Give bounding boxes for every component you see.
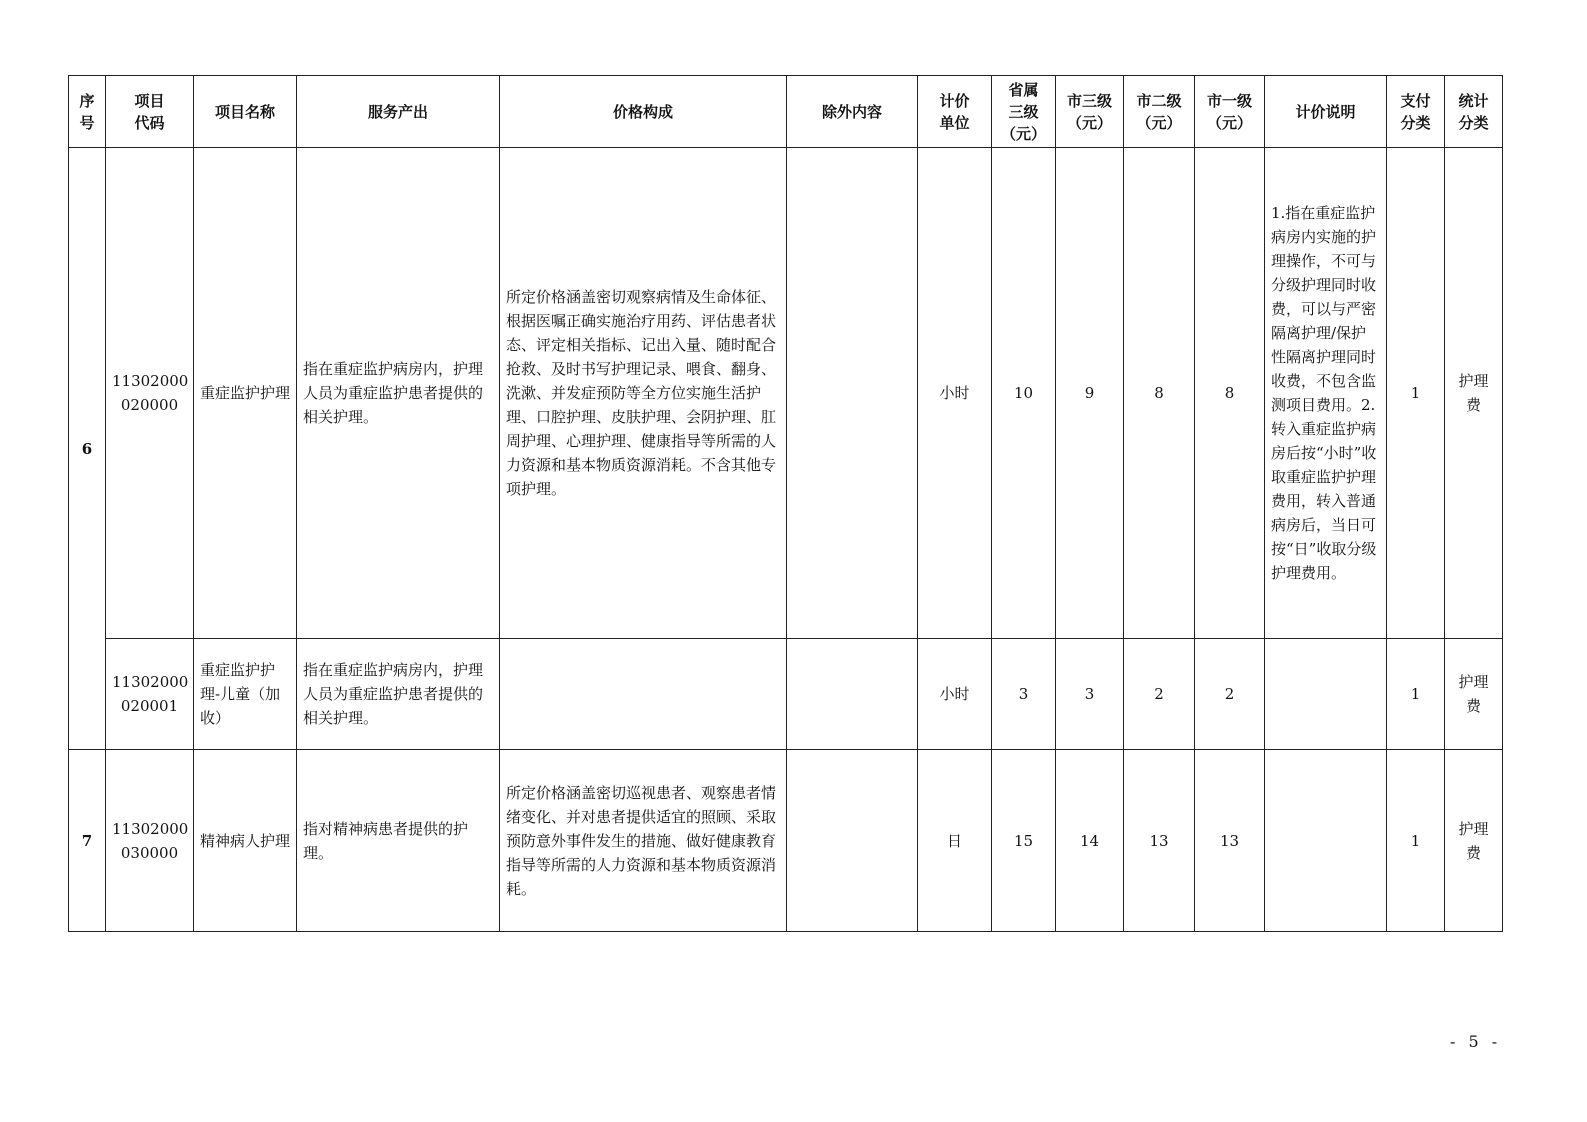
header-unit: 计价 单位 [918, 76, 992, 148]
row-name: 重症监护护理 [194, 148, 297, 639]
row-notes: 1.指在重症监护病房内实施的护理操作，不可与分级护理同时收费，可以与严密隔离护理/保护性隔离护理同时收费，不包含监测项目费用。2.转入重症监护病房后按“小时”收取重症监护护理费用，转入普通病房后，当日可按“日”收取分级护理费用。 [1265, 148, 1387, 639]
header-composition: 价格构成 [500, 76, 787, 148]
header-code: 项目 代码 [106, 76, 194, 148]
header-seq: 序 号 [69, 76, 106, 148]
row-prov3: 10 [992, 148, 1056, 639]
price-table [68, 75, 1503, 932]
header-notes: 计价说明 [1265, 76, 1387, 148]
row-exclusions [787, 148, 918, 639]
table-row [69, 148, 1503, 639]
row-code: 11302000 020001 [106, 639, 194, 750]
row-city3: 3 [1056, 639, 1124, 750]
header-city3: 市三级 （元） [1056, 76, 1124, 148]
row-composition: 所定价格涵盖密切观察病情及生命体征、根据医嘱正确实施治疗用药、评估患者状态、评定相关指标、记出入量、随时配合抢救、及时书写护理记录、喂食、翻身、洗漱、并发症预防等全方位实施生活护理、口腔护理、皮肤护理、会阴护理、肛周护理、心理护理、健康指导等所需的人力资源和基本物质资源消耗。不含其他专项护理。 [500, 148, 787, 639]
row-seq: 7 [69, 750, 106, 932]
row-unit: 小时 [918, 148, 992, 639]
row-exclusions [787, 639, 918, 750]
row-prov3: 3 [992, 639, 1056, 750]
row-composition: 所定价格涵盖密切巡视患者、观察患者情绪变化、并对患者提供适宜的照顾、采取预防意外事件发生的措施、做好健康教育指导等所需的人力资源和基本物质资源消耗。 [500, 750, 787, 932]
row-prov3: 15 [992, 750, 1056, 932]
header-name: 项目名称 [194, 76, 297, 148]
row-output: 指对精神病患者提供的护理。 [297, 750, 500, 932]
header-stat: 统计 分类 [1445, 76, 1503, 148]
row-payment: 1 [1387, 750, 1445, 932]
row-code: 11302000 030000 [106, 750, 194, 932]
row-city1: 8 [1195, 148, 1265, 639]
row-city3: 9 [1056, 148, 1124, 639]
row-stat: 护理 费 [1445, 148, 1503, 639]
row-seq: 6 [69, 148, 106, 750]
row-city1: 13 [1195, 750, 1265, 932]
table-row [69, 639, 1503, 750]
header-city2: 市二级 （元） [1124, 76, 1195, 148]
row-city3: 14 [1056, 750, 1124, 932]
row-stat: 护理 费 [1445, 750, 1503, 932]
header-city1: 市一级 （元） [1195, 76, 1265, 148]
row-stat: 护理 费 [1445, 639, 1503, 750]
row-city2: 8 [1124, 148, 1195, 639]
header-prov3: 省属 三级 （元） [992, 76, 1056, 148]
row-name: 精神病人护理 [194, 750, 297, 932]
row-output: 指在重症监护病房内，护理人员为重症监护患者提供的相关护理。 [297, 639, 500, 750]
row-city2: 13 [1124, 750, 1195, 932]
header-exclusions: 除外内容 [787, 76, 918, 148]
row-payment: 1 [1387, 148, 1445, 639]
row-notes [1265, 639, 1387, 750]
row-city1: 2 [1195, 639, 1265, 750]
row-payment: 1 [1387, 639, 1445, 750]
header-row [69, 76, 1503, 148]
page-number: - 5 - [1450, 1032, 1502, 1051]
row-exclusions [787, 750, 918, 932]
row-composition [500, 639, 787, 750]
table-row [69, 750, 1503, 932]
header-payment: 支付 分类 [1387, 76, 1445, 148]
row-unit: 小时 [918, 639, 992, 750]
row-city2: 2 [1124, 639, 1195, 750]
row-notes [1265, 750, 1387, 932]
row-unit: 日 [918, 750, 992, 932]
row-name: 重症监护护理-儿童（加收） [194, 639, 297, 750]
header-output: 服务产出 [297, 76, 500, 148]
row-output: 指在重症监护病房内，护理人员为重症监护患者提供的相关护理。 [297, 148, 500, 639]
row-code: 11302000 020000 [106, 148, 194, 639]
